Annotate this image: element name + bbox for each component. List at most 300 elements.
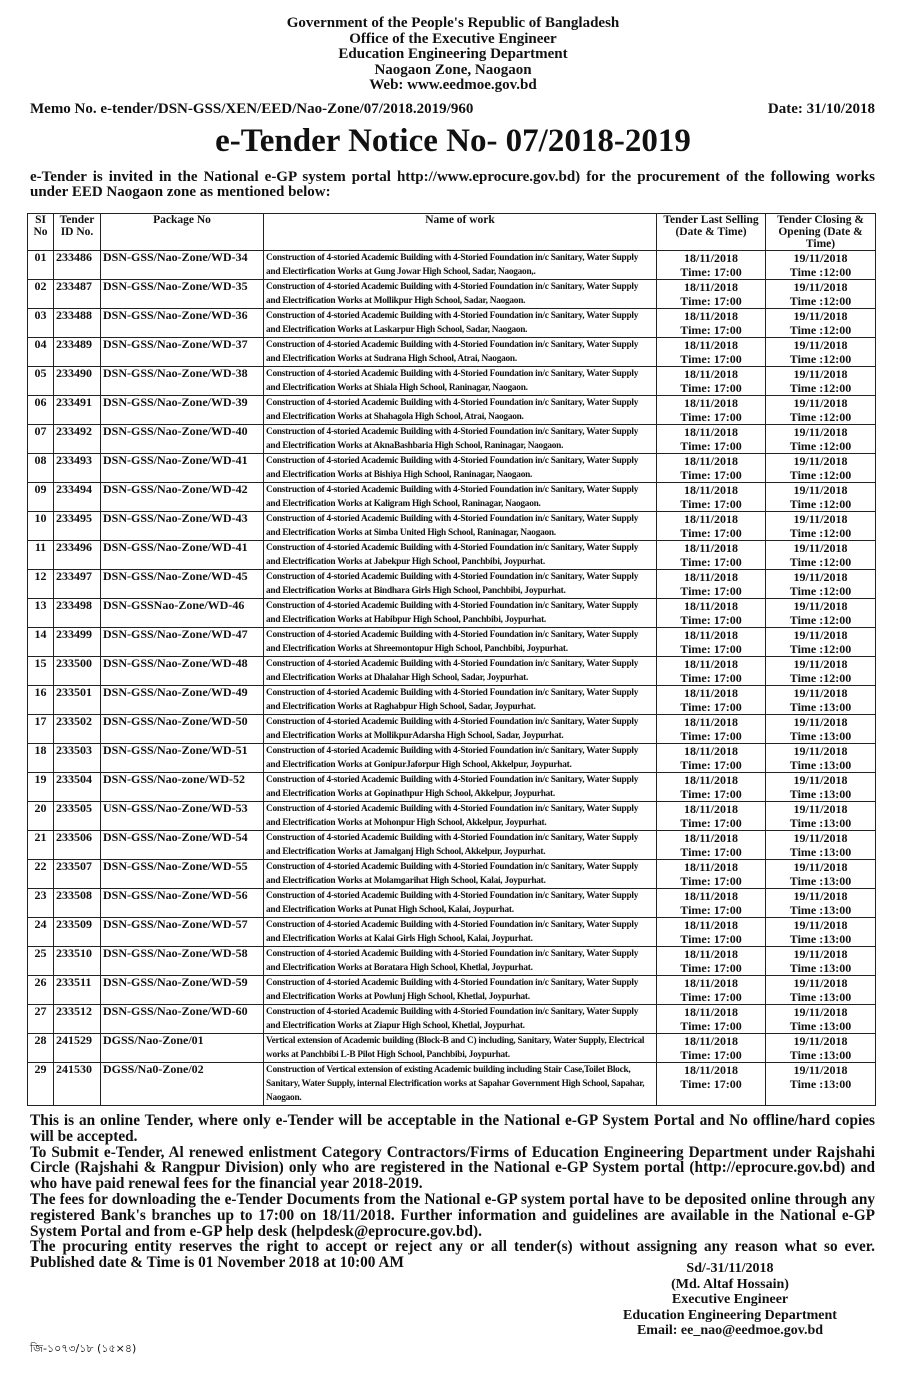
cell-sl: 26 <box>28 976 54 1005</box>
cell-sl: 19 <box>28 773 54 802</box>
table-row <box>28 367 876 396</box>
cell-selling-date: 18/11/2018 <box>683 338 738 352</box>
cell-selling <box>657 860 766 889</box>
table-body <box>28 251 876 1106</box>
cell-opening-date: 19/11/2018 <box>793 1063 848 1077</box>
cell-selling-time: Time: 17:00 <box>680 729 742 743</box>
cell-opening-date: 19/11/2018 <box>793 541 848 555</box>
cell-opening-time: Time :13:00 <box>789 903 852 917</box>
cell-selling-time: Time: 17:00 <box>680 352 742 366</box>
cell-sl: 09 <box>28 483 54 512</box>
cell-sl: 06 <box>28 396 54 425</box>
cell-package: DSN-GSS/Nao-Zone/WD-59 <box>101 976 264 1005</box>
cell-sl: 10 <box>28 512 54 541</box>
cell-selling-date: 18/11/2018 <box>683 831 738 845</box>
cell-opening-time: Time :12:00 <box>789 381 852 395</box>
cell-selling <box>657 367 766 396</box>
cell-selling-date: 18/11/2018 <box>683 802 738 816</box>
intro-paragraph: e-Tender is invited in the National e-GP system portal http://www.eprocure.gov.bd) for the procurement of the following works under EED Naogaon zone as mentioned below: <box>30 169 875 200</box>
note-rights: The procuring entity reserves the right to accept or reject any or all tender(s) without assigning any reason what so ever. Published date & Time is 01 November 2018 at 10:00 AM <box>30 1238 875 1272</box>
cell-opening <box>766 628 876 657</box>
cell-opening-date: 19/11/2018 <box>793 396 848 410</box>
cell-opening-date: 19/11/2018 <box>793 309 848 323</box>
cell-selling-date: 18/11/2018 <box>683 599 738 613</box>
cell-opening <box>766 918 876 947</box>
cell-sl: 16 <box>28 686 54 715</box>
cell-selling <box>657 628 766 657</box>
cell-selling-time: Time: 17:00 <box>680 642 742 656</box>
cell-selling-time: Time: 17:00 <box>680 903 742 917</box>
cell-selling <box>657 947 766 976</box>
cell-selling-date: 18/11/2018 <box>683 889 738 903</box>
cell-opening <box>766 976 876 1005</box>
cell-work: Construction of 4-storied Academic Building with 4-Storied Foundation in/c Sanitary, Water Supply and Electrification Works at Jabekpur High School, Panchbibi, Joypurhat. <box>264 541 657 570</box>
cell-selling-date: 18/11/2018 <box>683 628 738 642</box>
cell-selling-time: Time: 17:00 <box>680 874 742 888</box>
cell-sl: 28 <box>28 1034 54 1063</box>
cell-opening-time: Time :12:00 <box>789 265 852 279</box>
cell-opening <box>766 425 876 454</box>
cell-sl: 04 <box>28 338 54 367</box>
cell-opening-date: 19/11/2018 <box>793 686 848 700</box>
cell-opening-time: Time :12:00 <box>789 555 852 569</box>
table-header-row <box>28 214 876 251</box>
note-eligibility: To Submit e-Tender, Al renewed enlistment Category Contractors/Firms of Education Engineering Department under Rajshahi Circle (Rajshahi & Rangpur Division) only who are registered in the National e-GP System portal (http://eprocure.gov.bd) and who have paid renewal fees for the financial year 2018-2019. <box>30 1143 875 1193</box>
cell-opening <box>766 1034 876 1063</box>
cell-work: Construction of 4-storied Academic Building with 4-Storied Foundation in/c Sanitary, Water Supply and Electrification Works at Dhalahar High School, Sadar, Joypurhat. <box>264 657 657 686</box>
cell-work: Construction of 4-storied Academic Building with 4-Storied Foundation in/c Sanitary, Water Supply and Electrification Works at AknaBashbaria High School, Raninagar, Naogaon. <box>264 425 657 454</box>
cell-selling-time: Time: 17:00 <box>680 410 742 424</box>
cell-package: DSN-GSSNao-Zone/WD-46 <box>101 599 264 628</box>
cell-package: DSN-GSS/Nao-Zone/WD-55 <box>101 860 264 889</box>
cell-selling-date: 18/11/2018 <box>683 309 738 323</box>
cell-sl: 21 <box>28 831 54 860</box>
cell-sl: 15 <box>28 657 54 686</box>
cell-opening-date: 19/11/2018 <box>793 338 848 352</box>
cell-package: DSN-GSS/Nao-Zone/WD-47 <box>101 628 264 657</box>
table-row <box>28 773 876 802</box>
memo-row <box>30 101 875 118</box>
signatory-email: Email: ee_nao@eedmoe.gov.bd <box>636 1323 824 1338</box>
signatory-name: (Md. Altaf Hossain) <box>671 1276 789 1292</box>
cell-opening <box>766 1005 876 1034</box>
signatory-designation: Executive Engineer <box>671 1292 789 1307</box>
cell-package: DSN-GSS/Nao-Zone/WD-34 <box>101 251 264 280</box>
cell-selling-time: Time: 17:00 <box>680 497 742 511</box>
cell-selling-time: Time: 17:00 <box>680 294 742 308</box>
cell-opening-time: Time :13:00 <box>789 787 852 801</box>
cell-work: Construction of 4-storied Academic Building with 4-Storied Foundation in/c Sanitary, Water Supply and Electrification Works at Laskarpur High School, Sadar, Naogaon. <box>264 309 657 338</box>
cell-work: Construction of 4-storied Academic Building with 4-Storied Foundation in/c Sanitary, Water Supply and Electrification Works at Mollikpur High School, Sadar, Naogaon. <box>264 280 657 309</box>
cell-work: Construction of 4-storied Academic Building with 4-Storied Foundation in/c Sanitary, Water Supply and Electrification Works at Raghabpur High School, Sadar, Joypurhat. <box>264 686 657 715</box>
tender-table <box>27 213 876 1106</box>
cell-sl: 01 <box>28 251 54 280</box>
cell-tender-id: 233507 <box>54 860 101 889</box>
cell-sl: 22 <box>28 860 54 889</box>
table-row <box>28 570 876 599</box>
memo-number: Memo No. e-tender/DSN-GSS/XEN/EED/Nao-Zone/07/2018.2019/960 <box>30 101 474 117</box>
cell-tender-id: 233497 <box>54 570 101 599</box>
cell-opening <box>766 570 876 599</box>
table-row <box>28 280 876 309</box>
cell-sl: 14 <box>28 628 54 657</box>
table-row <box>28 628 876 657</box>
cell-selling <box>657 773 766 802</box>
cell-package: DGSS/Nao-Zone/01 <box>101 1034 264 1063</box>
cell-selling <box>657 251 766 280</box>
cell-selling <box>657 512 766 541</box>
notes-section <box>30 1113 875 1271</box>
cell-sl: 24 <box>28 918 54 947</box>
cell-tender-id: 233491 <box>54 396 101 425</box>
cell-opening-date: 19/11/2018 <box>793 570 848 584</box>
cell-opening-date: 19/11/2018 <box>793 715 848 729</box>
cell-selling-time: Time: 17:00 <box>680 381 742 395</box>
cell-selling-date: 18/11/2018 <box>683 280 738 294</box>
header-web: Web: www.eedmoe.gov.bd <box>369 77 537 93</box>
header-zone: Naogaon Zone, Naogaon <box>374 61 532 78</box>
cell-work: Construction of 4-storied Academic Building with 4-Storied Foundation in/c Sanitary, Water Supply and Electrification Works at Boratara High School, Khetlal, Joypurhat. <box>264 947 657 976</box>
cell-selling-date: 18/11/2018 <box>683 657 738 671</box>
col-header-sl: SI No <box>28 214 54 251</box>
cell-package: DSN-GSS/Nao-Zone/WD-43 <box>101 512 264 541</box>
cell-selling-time: Time: 17:00 <box>680 1077 742 1091</box>
cell-selling <box>657 338 766 367</box>
cell-opening-date: 19/11/2018 <box>793 1034 848 1048</box>
col-header-work: Name of work <box>264 214 657 251</box>
cell-selling <box>657 686 766 715</box>
table-row <box>28 483 876 512</box>
cell-package: DSN-GSS/Nao-Zone/WD-49 <box>101 686 264 715</box>
cell-work: Construction of 4-storied Academic Building with 4-Storied Foundation in/c Sanitary, Water Supply and Electrification Works at Kalai Girls High School, Kalai, Joypurhat. <box>264 918 657 947</box>
cell-opening-time: Time :12:00 <box>789 584 852 598</box>
cell-selling <box>657 280 766 309</box>
cell-opening-time: Time :13:00 <box>789 1077 852 1091</box>
cell-sl: 13 <box>28 599 54 628</box>
cell-selling <box>657 802 766 831</box>
cell-opening-date: 19/11/2018 <box>793 889 848 903</box>
cell-sl: 25 <box>28 947 54 976</box>
cell-opening-time: Time :12:00 <box>789 497 852 511</box>
cell-opening <box>766 483 876 512</box>
cell-selling-date: 18/11/2018 <box>683 251 738 265</box>
cell-package: DGSS/Na0-Zone/02 <box>101 1063 264 1106</box>
cell-opening <box>766 773 876 802</box>
cell-sl: 07 <box>28 425 54 454</box>
cell-selling-time: Time: 17:00 <box>680 584 742 598</box>
cell-tender-id: 233496 <box>54 541 101 570</box>
header-department: Education Engineering Department <box>338 46 568 62</box>
cell-opening <box>766 367 876 396</box>
cell-selling-time: Time: 17:00 <box>680 816 742 830</box>
cell-package: DSN-GSS/Nao-Zone/WD-38 <box>101 367 264 396</box>
cell-package: DSN-GSS/Nao-Zone/WD-45 <box>101 570 264 599</box>
cell-selling-date: 18/11/2018 <box>683 483 738 497</box>
cell-package: DSN-GSS/Nao-Zone/WD-41 <box>101 454 264 483</box>
cell-package: DSN-GSS/Nao-Zone/WD-60 <box>101 1005 264 1034</box>
cell-tender-id: 233510 <box>54 947 101 976</box>
cell-tender-id: 233505 <box>54 802 101 831</box>
cell-selling-time: Time: 17:00 <box>680 439 742 453</box>
cell-opening-date: 19/11/2018 <box>793 425 848 439</box>
table-row <box>28 309 876 338</box>
cell-opening <box>766 309 876 338</box>
signature-block <box>560 1261 900 1339</box>
table-row <box>28 831 876 860</box>
cell-work: Construction of 4-storied Academic Building with 4-Storied Foundation in/c Sanitary, Water Supply and Electrification Works at GonipurJaforpur High School, Akkelpur, Joypurhat. <box>264 744 657 773</box>
cell-opening-date: 19/11/2018 <box>793 947 848 961</box>
cell-opening-time: Time :12:00 <box>789 410 852 424</box>
cell-selling <box>657 1063 766 1106</box>
cell-opening-time: Time :13:00 <box>789 990 852 1004</box>
cell-sl: 12 <box>28 570 54 599</box>
cell-opening-time: Time :12:00 <box>789 671 852 685</box>
cell-selling <box>657 483 766 512</box>
cell-selling <box>657 657 766 686</box>
table-row <box>28 251 876 280</box>
cell-selling <box>657 715 766 744</box>
cell-selling-date: 18/11/2018 <box>683 454 738 468</box>
cell-opening-date: 19/11/2018 <box>793 773 848 787</box>
cell-opening <box>766 686 876 715</box>
cell-selling-time: Time: 17:00 <box>680 555 742 569</box>
note-fees: The fees for downloading the e-Tender Documents from the National e-GP system portal have to be deposited online through any registered Bank's branches up to 17:00 on 18/11/2018. Further information and guidelines are available in the National e-GP System Portal and from e-GP help desk (helpdesk@eprocure.gov.bd). <box>30 1190 875 1240</box>
cell-package: DSN-GSS/Nao-Zone/WD-54 <box>101 831 264 860</box>
cell-opening <box>766 802 876 831</box>
cell-selling-time: Time: 17:00 <box>680 265 742 279</box>
cell-opening-time: Time :13:00 <box>789 874 852 888</box>
cell-selling-date: 18/11/2018 <box>683 570 738 584</box>
cell-work: Construction of 4-storied Academic Building with 4-Storied Foundation in/c Sanitary, Water Supply and Electrification Works at Punat High School, Kalai, Joypurhat. <box>264 889 657 918</box>
table-row <box>28 657 876 686</box>
table-row <box>28 860 876 889</box>
cell-selling-time: Time: 17:00 <box>680 758 742 772</box>
cell-package: DSN-GSS/Nao-Zone/WD-50 <box>101 715 264 744</box>
cell-selling <box>657 1005 766 1034</box>
cell-opening-date: 19/11/2018 <box>793 512 848 526</box>
cell-opening-time: Time :13:00 <box>789 1019 852 1033</box>
cell-work: Construction of 4-storied Academic Building with 4-Storied Foundation in/c Sanitary, Water Supply and Electrification Works at Kaligram High School, Raninagar, Naogaon. <box>264 483 657 512</box>
cell-selling-time: Time: 17:00 <box>680 1019 742 1033</box>
cell-selling-date: 18/11/2018 <box>683 686 738 700</box>
cell-work: Construction of 4-storied Academic Building with 4-Storied Foundation in/c Sanitary, Water Supply and Electrification Works at Shiala High School, Raninagar, Naogaon. <box>264 367 657 396</box>
cell-package: DSN-GSS/Nao-Zone/WD-56 <box>101 889 264 918</box>
cell-opening-date: 19/11/2018 <box>793 657 848 671</box>
col-header-opening: Tender Closing & Opening (Date & Time) <box>766 214 876 251</box>
cell-tender-id: 233493 <box>54 454 101 483</box>
table-row <box>28 802 876 831</box>
cell-selling <box>657 831 766 860</box>
cell-opening-time: Time :13:00 <box>789 845 852 859</box>
cell-opening-time: Time :12:00 <box>789 294 852 308</box>
cell-selling <box>657 744 766 773</box>
cell-opening <box>766 541 876 570</box>
cell-package: DSN-GSS/Nao-Zone/WD-42 <box>101 483 264 512</box>
cell-opening-date: 19/11/2018 <box>793 918 848 932</box>
cell-work: Construction of 4-storied Academic Building with 4-Storied Foundation in/c Sanitary, Water Supply and Electrification Works at Powlunj High School, Khetlal, Joypurhat. <box>264 976 657 1005</box>
cell-opening-date: 19/11/2018 <box>793 802 848 816</box>
cell-opening-time: Time :13:00 <box>789 729 852 743</box>
cell-opening-time: Time :12:00 <box>789 439 852 453</box>
cell-opening-date: 19/11/2018 <box>793 976 848 990</box>
cell-selling-date: 18/11/2018 <box>683 715 738 729</box>
cell-selling-time: Time: 17:00 <box>680 323 742 337</box>
cell-opening <box>766 657 876 686</box>
cell-selling-time: Time: 17:00 <box>680 1048 742 1062</box>
cell-selling-time: Time: 17:00 <box>680 671 742 685</box>
cell-work: Construction of 4-storied Academic Building with 4-Storied Foundation in/c Sanitary, Water Supply and Electrification Works at Simba United High School, Raninagar, Naogaon. <box>264 512 657 541</box>
cell-opening-date: 19/11/2018 <box>793 831 848 845</box>
table-row <box>28 889 876 918</box>
cell-opening <box>766 599 876 628</box>
cell-selling-date: 18/11/2018 <box>683 425 738 439</box>
cell-opening <box>766 454 876 483</box>
cell-tender-id: 241530 <box>54 1063 101 1106</box>
cell-package: DSN-GSS/Nao-Zone/WD-57 <box>101 918 264 947</box>
table-row <box>28 512 876 541</box>
cell-package: DSN-GSS/Nao-Zone/WD-39 <box>101 396 264 425</box>
cell-work: Construction of 4-storied Academic Building with 4-Storied Foundation in/c Sanitary, Water Supply and Electrification Works at Sudrana High School, Atrai, Naogaon. <box>264 338 657 367</box>
table-row <box>28 541 876 570</box>
cell-opening-time: Time :13:00 <box>789 758 852 772</box>
cell-tender-id: 233503 <box>54 744 101 773</box>
cell-opening-date: 19/11/2018 <box>793 280 848 294</box>
cell-opening <box>766 251 876 280</box>
cell-opening <box>766 860 876 889</box>
cell-selling-date: 18/11/2018 <box>683 976 738 990</box>
cell-opening-date: 19/11/2018 <box>793 454 848 468</box>
cell-sl: 17 <box>28 715 54 744</box>
cell-tender-id: 233490 <box>54 367 101 396</box>
cell-work: Construction of 4-storied Academic Building with 4-Storied Foundation in/c Sanitary, Water Supply and Electrification Works at Shreemontopur High School, Panchbibi, Joypurhat. <box>264 628 657 657</box>
table-row <box>28 396 876 425</box>
cell-sl: 05 <box>28 367 54 396</box>
cell-opening-time: Time :12:00 <box>789 642 852 656</box>
cell-selling-time: Time: 17:00 <box>680 468 742 482</box>
cell-sl: 11 <box>28 541 54 570</box>
header-government: Government of the People's Republic of Bangladesh <box>286 15 620 31</box>
cell-selling-time: Time: 17:00 <box>680 961 742 975</box>
table-row <box>28 715 876 744</box>
cell-work: Construction of 4-storied Academic Building with 4-Storied Foundation in/c Sanitary, Water Supply and Electrification Works at Habibpur High School, Panchbibi, Joypurhat. <box>264 599 657 628</box>
cell-tender-id: 233492 <box>54 425 101 454</box>
notice-date: Date: 31/10/2018 <box>767 101 875 117</box>
col-header-package: Package No <box>101 214 264 251</box>
cell-selling <box>657 570 766 599</box>
cell-opening-time: Time :13:00 <box>789 932 852 946</box>
cell-sl: 18 <box>28 744 54 773</box>
cell-selling <box>657 1034 766 1063</box>
cell-tender-id: 233488 <box>54 309 101 338</box>
cell-selling <box>657 976 766 1005</box>
cell-sl: 03 <box>28 309 54 338</box>
cell-opening-date: 19/11/2018 <box>793 483 848 497</box>
cell-opening-date: 19/11/2018 <box>793 599 848 613</box>
col-header-tender-id: Tender ID No. <box>54 214 101 251</box>
cell-opening-time: Time :12:00 <box>789 526 852 540</box>
cell-package: DSN-GSS/Nao-Zone/WD-35 <box>101 280 264 309</box>
cell-selling-time: Time: 17:00 <box>680 700 742 714</box>
cell-opening <box>766 1063 876 1106</box>
cell-opening-time: Time :12:00 <box>789 468 852 482</box>
cell-selling-time: Time: 17:00 <box>680 990 742 1004</box>
cell-opening-date: 19/11/2018 <box>793 1005 848 1019</box>
cell-work: Construction of 4-storied Academic Building with 4-Storied Foundation in/c Sanitary, Water Supply and Electrification Works at Gopinathpur High School, Akkelpur, Joypurhat. <box>264 773 657 802</box>
cell-opening-time: Time :13:00 <box>789 961 852 975</box>
cell-selling <box>657 396 766 425</box>
cell-opening-date: 19/11/2018 <box>793 744 848 758</box>
cell-opening-date: 19/11/2018 <box>793 860 848 874</box>
cell-tender-id: 233498 <box>54 599 101 628</box>
table-row <box>28 1034 876 1063</box>
cell-tender-id: 233499 <box>54 628 101 657</box>
cell-tender-id: 233495 <box>54 512 101 541</box>
signature-sd: Sd/-31/11/2018 <box>686 1261 774 1276</box>
cell-opening <box>766 512 876 541</box>
note-online: This is an online Tender, where only e-Tender will be acceptable in the National e-GP System Portal and No offline/hard copies will be accepted. <box>30 1112 875 1145</box>
cell-tender-id: 233508 <box>54 889 101 918</box>
cell-selling-time: Time: 17:00 <box>680 526 742 540</box>
cell-selling-time: Time: 17:00 <box>680 845 742 859</box>
cell-package: DSN-GSS/Nao-Zone/WD-36 <box>101 309 264 338</box>
cell-package: DSN-GSS/Nao-Zone/WD-37 <box>101 338 264 367</box>
cell-selling <box>657 918 766 947</box>
cell-opening <box>766 715 876 744</box>
table-row <box>28 686 876 715</box>
cell-opening-time: Time :12:00 <box>789 613 852 627</box>
cell-opening <box>766 744 876 773</box>
cell-selling-date: 18/11/2018 <box>683 1005 738 1019</box>
cell-work: Construction of 4-storied Academic Building with 4-Storied Foundation in/c Sanitary, Water Supply and Electrification Works at Mohonpur High School, Akkelpur, Joypurhat. <box>264 802 657 831</box>
cell-tender-id: 233506 <box>54 831 101 860</box>
cell-opening <box>766 947 876 976</box>
cell-selling-time: Time: 17:00 <box>680 613 742 627</box>
cell-package: DSN-GSS/Nao-Zone/WD-41 <box>101 541 264 570</box>
cell-tender-id: 233504 <box>54 773 101 802</box>
cell-selling-date: 18/11/2018 <box>683 512 738 526</box>
cell-tender-id: 233512 <box>54 1005 101 1034</box>
cell-selling <box>657 454 766 483</box>
cell-work: Construction of 4-storied Academic Building with 4-Storied Foundation in/c Sanitary, Water Supply and Electrification Works at Jamalganj High School, Akkelpur, Joypurhat. <box>264 831 657 860</box>
cell-package: DSN-GSS/Nao-Zone/WD-51 <box>101 744 264 773</box>
cell-package: DSN-GSS/Nao-Zone/WD-40 <box>101 425 264 454</box>
cell-tender-id: 233502 <box>54 715 101 744</box>
table-row <box>28 338 876 367</box>
signatory-department: Education Engineering Department <box>623 1307 837 1323</box>
cell-selling-date: 18/11/2018 <box>683 947 738 961</box>
cell-tender-id: 233494 <box>54 483 101 512</box>
cell-work: Construction of 4-storied Academic Building with 4-Storied Foundation in/c Sanitary, Water Supply and Electrification Works at Shahagola High School, Atrai, Naogaon. <box>264 396 657 425</box>
cell-opening-date: 19/11/2018 <box>793 367 848 381</box>
table-row <box>28 454 876 483</box>
cell-opening <box>766 338 876 367</box>
cell-opening <box>766 889 876 918</box>
cell-tender-id: 233511 <box>54 976 101 1005</box>
cell-opening-time: Time :13:00 <box>789 700 852 714</box>
cell-selling-time: Time: 17:00 <box>680 787 742 801</box>
cell-sl: 23 <box>28 889 54 918</box>
cell-selling-date: 18/11/2018 <box>683 918 738 932</box>
cell-package: DSN-GSS/Nao-Zone/WD-58 <box>101 947 264 976</box>
cell-selling-date: 18/11/2018 <box>683 860 738 874</box>
table-row <box>28 1063 876 1106</box>
table-row <box>28 1005 876 1034</box>
cell-package: DSN-GSS/Nao-zone/WD-52 <box>101 773 264 802</box>
cell-selling <box>657 541 766 570</box>
cell-selling-date: 18/11/2018 <box>683 1034 738 1048</box>
cell-selling <box>657 309 766 338</box>
cell-work: Construction of Vertical extension of existing Academic building including Stair Case,Toilet Block, Sanitary, Water Supply, internal Electrification works at Sapahar Government High School, Sapahar, Naogaon. <box>264 1063 657 1106</box>
